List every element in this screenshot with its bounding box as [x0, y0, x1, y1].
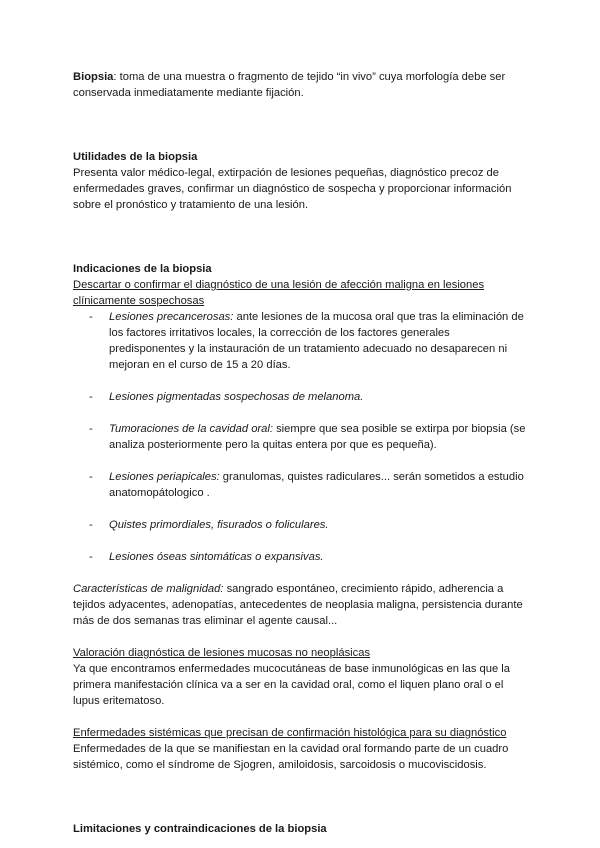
indicaciones-subheading-2: Valoración diagnóstica de lesiones mucosas no neoplásicas — [73, 647, 371, 659]
utilidades-body: Presenta valor médico-legal, extirpación de lesiones pequeñas, diagnóstico precoz de enfermedades graves, confirmar un diagnóstico de sospecha y proporcionar información sobre el pronóstico y tratamiento de una lesión. — [73, 167, 512, 211]
utilidades-title: Utilidades de la biopsia — [73, 151, 198, 163]
malignidad-paragraph — [73, 581, 528, 629]
intro-paragraph — [73, 69, 528, 101]
intro-term: Biopsia — [73, 71, 114, 83]
list-item: - Lesiones pigmentadas sospechosas de melanoma. — [89, 391, 364, 403]
malignidad-term: Características de malignidad: — [73, 583, 224, 595]
list-item: - Lesiones periapicales: granulomas, quistes radiculares... serán sometidos a estudio anatomopátologico . — [89, 471, 524, 499]
subheading-3-body: Enfermedades de la que se manifiestan en la cavidad oral formando parte de un cuadro sistémico, como el síndrome de Sjogren, amiloidosis, sarcoidosis o mucoviscidosis. — [73, 743, 509, 771]
limitaciones-title: Limitaciones y contraindicaciones de la biopsia — [73, 823, 327, 835]
list-item: - Lesiones precancerosas: ante lesiones de la mucosa oral que tras la eliminación de los factores irritativos locales, la corrección de los factores generales predisponentes y la instauración de un tratamiento adecuado no desaparecen ni mejoran en el curso de 15 a 20 días. — [89, 311, 524, 371]
list-item: - Lesiones óseas sintomáticas o expansivas. — [89, 551, 324, 563]
subheading-2-body: Ya que encontramos enfermedades mucocutáneas de base inmunológicas en las que la primera manifestación clínica va a ser en la cavidad oral, como el liquen plano oral o el lupus eritematoso. — [73, 663, 511, 707]
intro-text: : toma de una muestra o fragmento de tejido “in vivo” cuya morfología debe ser conservada inmediatamente mediante fijación. — [73, 71, 506, 99]
list-item: - Tumoraciones de la cavidad oral: siempre que sea posible se extirpa por biopsia (se analiza posteriormente pero la quitas entera por que es pequeña). — [89, 423, 526, 451]
document-page — [73, 69, 528, 837]
malignidad-text: sangrado espontáneo, crecimiento rápido, adherencia a tejidos adyacentes, adenopatías, antecedentes de neoplasia maligna, persistencia durante más de dos semanas tras eliminar el agente causal... — [73, 583, 523, 627]
indicaciones-list — [73, 309, 528, 565]
indicaciones-title: Indicaciones de la biopsia — [73, 263, 212, 275]
list-item: - Quistes primordiales, fisurados o foliculares. — [89, 519, 329, 531]
indicaciones-subheading-1: Descartar o confirmar el diagnóstico de una lesión de afección maligna en lesiones clínicamente sospechosas — [73, 279, 485, 307]
indicaciones-subheading-3: Enfermedades sistémicas que precisan de confirmación histológica para su diagnóstico — [73, 727, 507, 739]
